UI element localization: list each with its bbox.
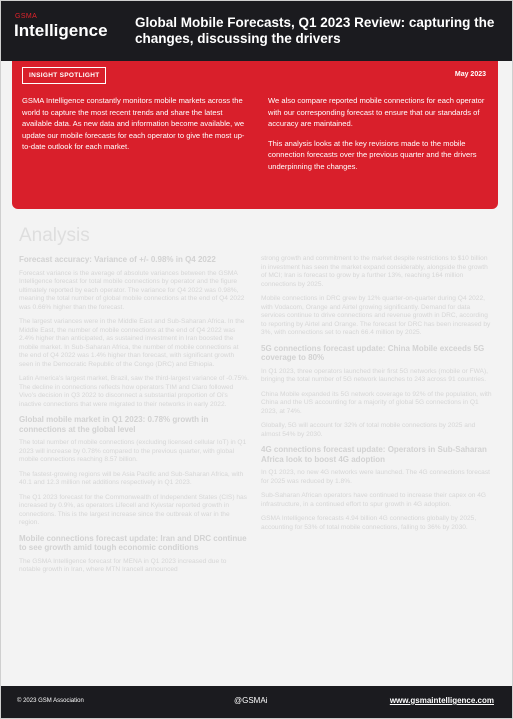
footer-social-handle[interactable]: @GSMAi xyxy=(234,696,268,705)
spotlight-right-text-1: We also compare reported mobile connections for each operator with our corresponding forecast to ensure that our standards of accuracy are maintained. xyxy=(268,96,485,129)
paragraph: In Q1 2023, three operators launched their first 5G networks (mobile or FWA), bringing the total number of 5G network launches to 243 across 91 countries. xyxy=(261,367,488,383)
paragraph: Sub-Saharan African operators have continued to increase their capex on 4G infrastructure, in a continued effort to spur growth in 4G adoption. xyxy=(261,492,487,508)
analysis-right-column xyxy=(261,255,493,538)
logo-intelligence[interactable]: Intelligence xyxy=(14,21,108,40)
publication-date: May 2023 xyxy=(454,71,486,78)
paragraph: In Q1 2023, no new 4G networks were launched. The 4G connections forecast for 2025 was reduced by 1.8%. xyxy=(261,469,490,485)
paragraph: Latin America's largest market, Brazil, saw the third-largest variance of -0.75%. The decline in connections reflects how operators TIM and Claro followed Vivo's decision in Q3 2022 to disconnect a substantial proportion of Oi's inactive connections that were migrated to their networks in early 2022. xyxy=(19,375,249,408)
paragraph: The largest variances were in the Middle East and Sub-Saharan Africa. In the Middle East, the number of mobile connections at the end of Q4 2022 was 2.4% higher than anticipated, as sustained investment in Iran boosted the mobile market. In Sub-Saharan Africa, the number of mobile connections at the end of Q4 2022 was 1.4% higher than forecast, with significant growth seen in the Democratic Republic of the Congo (DRC) and Ethiopia. xyxy=(19,318,245,368)
spotlight-left-column xyxy=(22,95,250,161)
page-title: Global Mobile Forecasts, Q1 2023 Review: capturing the changes, discussing the drivers xyxy=(135,15,495,46)
section-heading: Global mobile market in Q1 2023: 0.78% growth in connections at the global level xyxy=(19,415,209,434)
insight-spotlight-badge: INSIGHT SPOTLIGHT xyxy=(22,67,106,84)
paragraph: China Mobile expanded its 5G network coverage to 92% of the population, with China and the US accounting for a majority of global 5G connections in Q1 2023, at 74%. xyxy=(261,390,492,415)
paragraph: strong growth and commitment to the market despite restrictions to $10 billion in investment has seen the market expand considerably, alongside the growth of MCI; Iran is forecast to grow by a further 13%, reaching 164 million connections by 2025. xyxy=(261,255,488,288)
analysis-heading: Analysis xyxy=(19,225,90,246)
section-heading: 5G connections forecast update: China Mobile exceeds 5G coverage to 80% xyxy=(261,343,485,362)
paragraph: Globally, 5G will account for 32% of total mobile connections by 2025 and almost 54% by 2030. xyxy=(261,422,476,438)
section-heading: Forecast accuracy: Variance of +/- 0.98% in Q4 2022 xyxy=(19,255,216,264)
paragraph: GSMA Intelligence forecasts 4.94 billion 4G connections globally by 2025, accounting for 53% of total mobile connections, falling to 36% by 2030. xyxy=(261,515,477,531)
paragraph: The Q1 2023 forecast for the Commonwealth of Independent States (CIS) has increased by 0.9%, as operators Lifecell and Kyivstar reported growth in connections. This is the largest increase since the outbreak of war in the region. xyxy=(19,493,247,526)
paragraph: The total number of mobile connections (excluding licensed cellular IoT) in Q1 2023 will increase by 0.78% compared to the previous quarter, with global mobile connections reaching 8.57 billion. xyxy=(19,439,247,463)
paragraph: Mobile connections in DRC grew by 12% quarter-on-quarter during Q4 2022, with Vodacom, Orange and Airtel growing significantly. Demand for data services continue to drive connections and revenue growth in DRC, according to reporting by Airtel and Orange. The forecast for DRC has been increased by 3%, with connections set to reach 66.4 million by 2025. xyxy=(261,295,491,336)
section-heading: 4G connections forecast update: Operators in Sub-Saharan Africa look to boost 4G adoption xyxy=(261,445,487,464)
footer-copyright: © 2023 GSM Association xyxy=(17,698,84,704)
spotlight-right-column xyxy=(268,95,490,181)
spotlight-left-text: GSMA Intelligence constantly monitors mobile markets across the world to capture the most recent trends and share the latest available data. As new data and information become available, we update our mobile forecasts for each operator to give the most up-to-date outlook for each market. xyxy=(22,96,245,152)
footer-bar xyxy=(1,686,512,718)
paragraph: The fastest-growing regions will be Asia Pacific and Sub-Saharan Africa, with 40.1 and 12.3 million net additions respectively in Q1 2023. xyxy=(19,470,244,486)
header-bar xyxy=(1,1,512,61)
spotlight-right-text-2: This analysis looks at the key revisions made to the mobile connection forecasts over the previous quarter and the drivers underpinning the changes. xyxy=(268,138,477,171)
paragraph: Forecast variance is the average of absolute variances between the GSMA Intelligence forecast for total mobile connections by operator and the figure ultimately reported by each operator. The variance for Q4 2022 was 0.98%, meaning the total number of global mobile connections at the end of Q4 2022 was 0.66% higher than the forecast. xyxy=(19,269,245,311)
footer-website-link[interactable]: www.gsmaintelligence.com xyxy=(389,696,494,705)
logo-gsma: GSMA xyxy=(15,13,38,20)
paragraph: The GSMA Intelligence forecast for MENA in Q1 2023 increased due to notable growth in Iran, where MTN Irancell announced xyxy=(19,557,227,573)
analysis-left-column xyxy=(19,255,249,581)
insight-spotlight-panel xyxy=(12,61,498,209)
section-heading: Mobile connections forecast update: Iran and DRC continue to see growth amid tough economic conditions xyxy=(19,533,247,552)
